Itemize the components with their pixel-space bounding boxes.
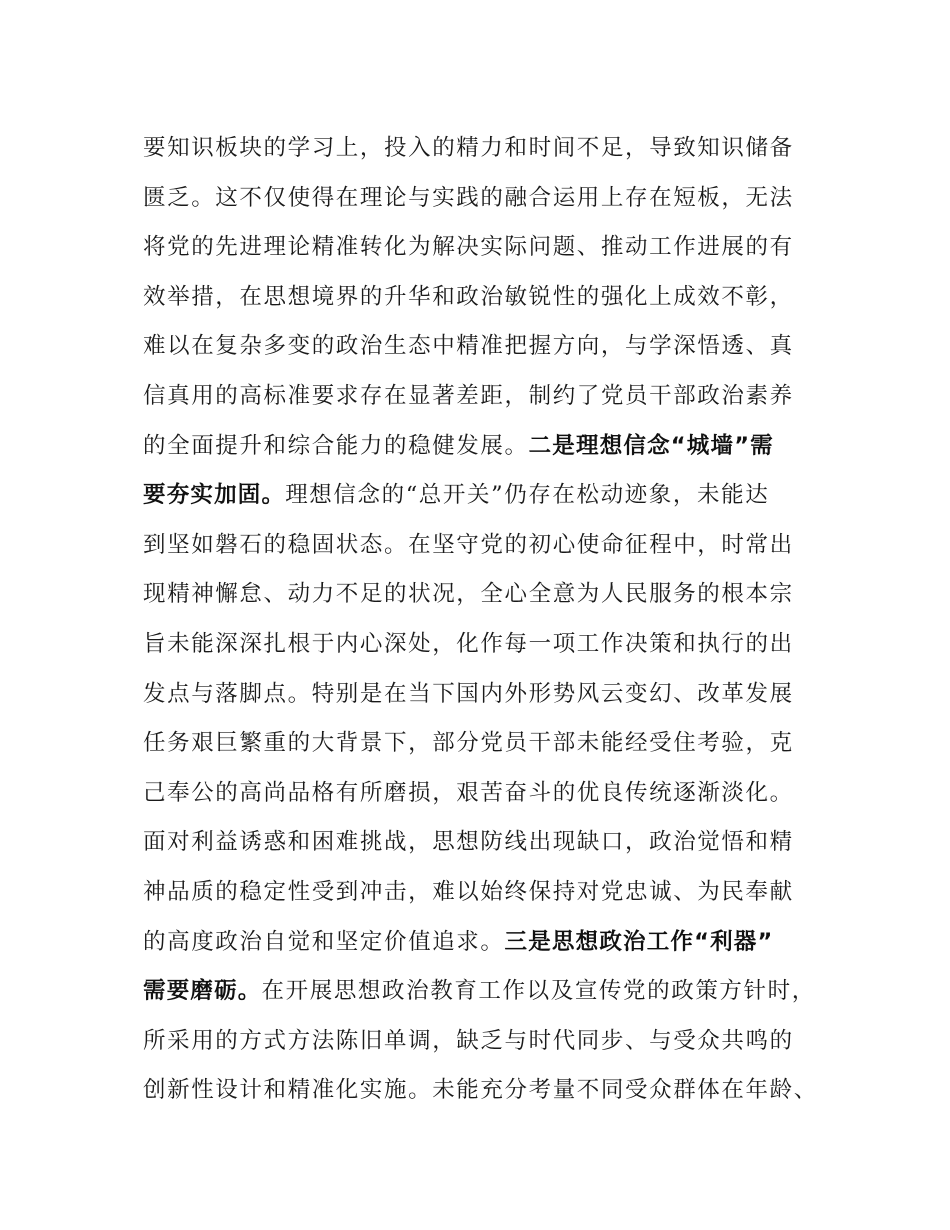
section-heading-three: 三是思想政治工作“利器” (504, 928, 774, 955)
section-heading-two: 二是理想信念“城墙”需 (528, 432, 774, 459)
text-segment: 要知识板块的学习上，投入的精力和时间不足，导致知识储备 (143, 135, 794, 161)
text-line (143, 372, 823, 422)
section-heading-two-cont: 要夯实加固。 (143, 482, 286, 509)
text-segment: 旨未能深深扎根于内心深处，化作每一项工作决策和执行的出 (143, 630, 794, 657)
text-line (143, 174, 823, 224)
text-line (143, 769, 823, 819)
text-line (143, 124, 823, 174)
text-line (143, 967, 823, 1017)
text-segment: 发点与落脚点。特别是在当下国内外形势风云变幻、改革发展 (143, 680, 794, 707)
text-line (143, 1066, 823, 1116)
text-segment: 神品质的稳定性受到冲击，难以始终保持对党忠诚、为民奉献 (143, 878, 794, 905)
text-line (143, 223, 823, 273)
text-segment: 现精神懈怠、动力不足的状况，全心全意为人民服务的根本宗 (143, 581, 794, 608)
text-line (143, 521, 823, 571)
text-segment: 创新性设计和精准化实施。未能充分考量不同受众群体在年龄、 (143, 1077, 818, 1104)
text-segment: 理想信念的“总开关”仍存在松动迹象，未能达 (285, 482, 770, 509)
text-segment: 的高度政治自觉和坚定价值追求。 (143, 928, 505, 955)
text-line (143, 719, 823, 769)
text-line (143, 620, 823, 670)
text-segment: 效举措，在思想境界的升华和政治敏锐性的强化上成效不彰， (143, 283, 794, 310)
text-line (143, 670, 823, 720)
text-segment: 的全面提升和综合能力的稳健发展。 (143, 432, 529, 459)
text-line (143, 273, 823, 323)
text-line (143, 422, 823, 472)
text-segment: 到坚如磐石的稳固状态。在坚守党的初心使命征程中，时常出 (143, 531, 794, 558)
text-segment: 所采用的方式方法陈旧单调，缺乏与时代同步、与受众共鸣的 (143, 1027, 794, 1054)
text-line (143, 471, 823, 521)
text-line (143, 1017, 823, 1067)
text-segment: 匮乏。这不仅使得在理论与实践的融合运用上存在短板，无法 (143, 184, 794, 211)
section-heading-three-cont: 需要磨砺。 (143, 978, 262, 1005)
text-segment: 在开展思想政治教育工作以及宣传党的政策方针时， (261, 978, 816, 1005)
text-segment: 将党的先进理论精准转化为解决实际问题、推动工作进展的有 (143, 234, 794, 261)
text-line (143, 918, 823, 968)
text-line (143, 818, 823, 868)
text-line (143, 868, 823, 918)
text-segment: 面对利益诱惑和困难挑战，思想防线出现缺口，政治觉悟和精 (143, 829, 794, 856)
text-line (143, 570, 823, 620)
text-segment: 难以在复杂多变的政治生态中精准把握方向，与学深悟透、真 (143, 333, 794, 360)
text-segment: 任务艰巨繁重的大背景下，部分党员干部未能经受住考验，克 (143, 730, 794, 757)
text-segment: 己奉公的高尚品格有所磨损，艰苦奋斗的优良传统逐渐淡化。 (143, 779, 794, 806)
text-segment: 信真用的高标准要求存在显著差距，制约了党员干部政治素养 (143, 382, 794, 409)
body-text (143, 124, 823, 1116)
text-line (143, 322, 823, 372)
